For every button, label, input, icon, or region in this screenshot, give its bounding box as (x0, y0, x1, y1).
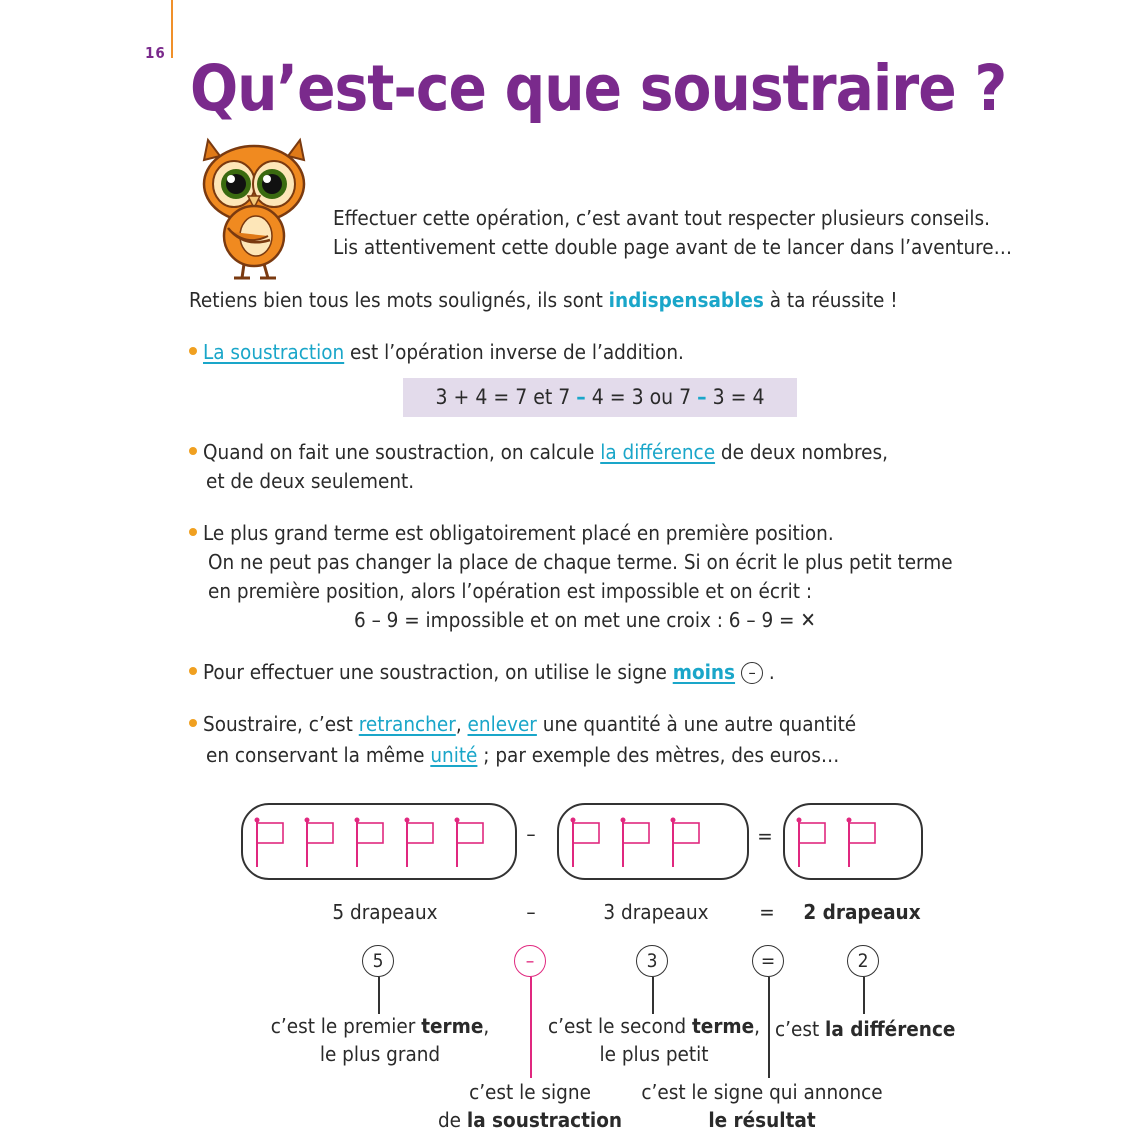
label-equals: = (759, 900, 775, 924)
flag-icon (455, 818, 484, 868)
desc-signe-soustraction: c’est le signe de la soustraction (437, 1080, 623, 1132)
bullet-ordre: Le plus grand terme est obligatoirement placé en première position. (189, 519, 834, 548)
desc-signe-resultat: c’est le signe qui annonce le résultat (641, 1080, 883, 1132)
operator-equals: = (757, 824, 773, 848)
bullet-dot (189, 528, 197, 536)
flag-icon (671, 818, 700, 868)
flag-icon (405, 818, 434, 868)
desc-premier-terme: c’est le premier terme, le plus grand (270, 1014, 490, 1066)
connector-line (863, 977, 865, 1014)
flag-icon (255, 818, 284, 868)
flag-icon (621, 818, 650, 868)
minus-sign-icon: – (741, 662, 763, 684)
term-moins: moins (672, 660, 736, 684)
page-margin-bar (171, 0, 173, 58)
flags-2-icon (785, 805, 921, 878)
flag-group-5 (241, 803, 517, 880)
flags-3-icon (559, 805, 747, 878)
intro-line-2: Lis attentivement cette double page avant de te lancer dans l’aventure… (333, 235, 1013, 259)
equation-box: 3 + 4 = 7 et 7 – 4 = 3 ou 7 – 3 = 4 (403, 378, 797, 417)
label-3-drapeaux: 3 drapeaux (603, 900, 709, 924)
operator-minus: – (526, 822, 536, 846)
flags-5-icon (243, 805, 515, 878)
circle-5: 5 (362, 945, 394, 977)
circle-minus: – (514, 945, 546, 977)
bullet-retrancher-line-2: en conservant la même unité ; par exemple des mètres, des euros… (206, 743, 840, 767)
bullet-dot (189, 667, 197, 675)
bullet-ordre-example: 6 – 9 = impossible et on met une croix : 6 – 9 = ✕ (354, 608, 816, 632)
bullet-dot (189, 447, 197, 455)
bullet-dot (189, 347, 197, 355)
keyword-indispensables: indispensables (608, 288, 764, 312)
circle-2: 2 (847, 945, 879, 977)
bullet-ordre-line-2: On ne peut pas changer la place de chaque terme. Si on écrit le plus petit terme (208, 550, 953, 574)
flag-group-2 (783, 803, 923, 880)
bullet-soustraction: La soustraction est l’opération inverse de l’addition. (189, 338, 684, 367)
owl-mascot-icon (198, 136, 310, 284)
circle-equals: = (752, 945, 784, 977)
flag-icon (847, 818, 876, 868)
page-number: 16 (145, 44, 166, 62)
bullet-difference-line-2: et de deux seulement. (206, 469, 415, 493)
term-la-soustraction: La soustraction (203, 340, 345, 364)
flag-icon (305, 818, 334, 868)
bullet-difference: Quand on fait une soustraction, on calcule la différence de deux nombres, (189, 438, 888, 467)
flag-icon (355, 818, 384, 868)
flag-icon (797, 818, 826, 868)
bullet-signe-moins: Pour effectuer une soustraction, on utilise le signe moins – . (189, 658, 775, 687)
bullet-dot (189, 719, 197, 727)
flag-group-3 (557, 803, 749, 880)
flag-icon (571, 818, 600, 868)
label-2-drapeaux: 2 drapeaux (803, 900, 921, 924)
page-title: Qu’est-ce que soustraire ? (190, 52, 1007, 125)
term-la-difference: la différence (600, 440, 716, 464)
connector-line (378, 977, 380, 1014)
bullet-ordre-line-3: en première position, alors l’opération est impossible et on écrit : (208, 579, 813, 603)
term-retrancher: retrancher (358, 712, 456, 736)
label-minus: – (526, 900, 536, 924)
desc-difference: c’est la différence (775, 1017, 956, 1041)
retiens-sentence: Retiens bien tous les mots soulignés, ils sont indispensables à ta réussite ! (189, 288, 898, 312)
connector-line (652, 977, 654, 1014)
term-enlever: enlever (467, 712, 537, 736)
term-unite: unité (430, 743, 478, 767)
bullet-retrancher: Soustraire, c’est retrancher, enlever une quantité à une autre quantité (189, 710, 856, 739)
label-5-drapeaux: 5 drapeaux (332, 900, 438, 924)
intro-line-1: Effectuer cette opération, c’est avant tout respecter plusieurs conseils. (333, 206, 991, 230)
circle-3: 3 (636, 945, 668, 977)
desc-second-terme: c’est le second terme, le plus petit (547, 1014, 761, 1066)
